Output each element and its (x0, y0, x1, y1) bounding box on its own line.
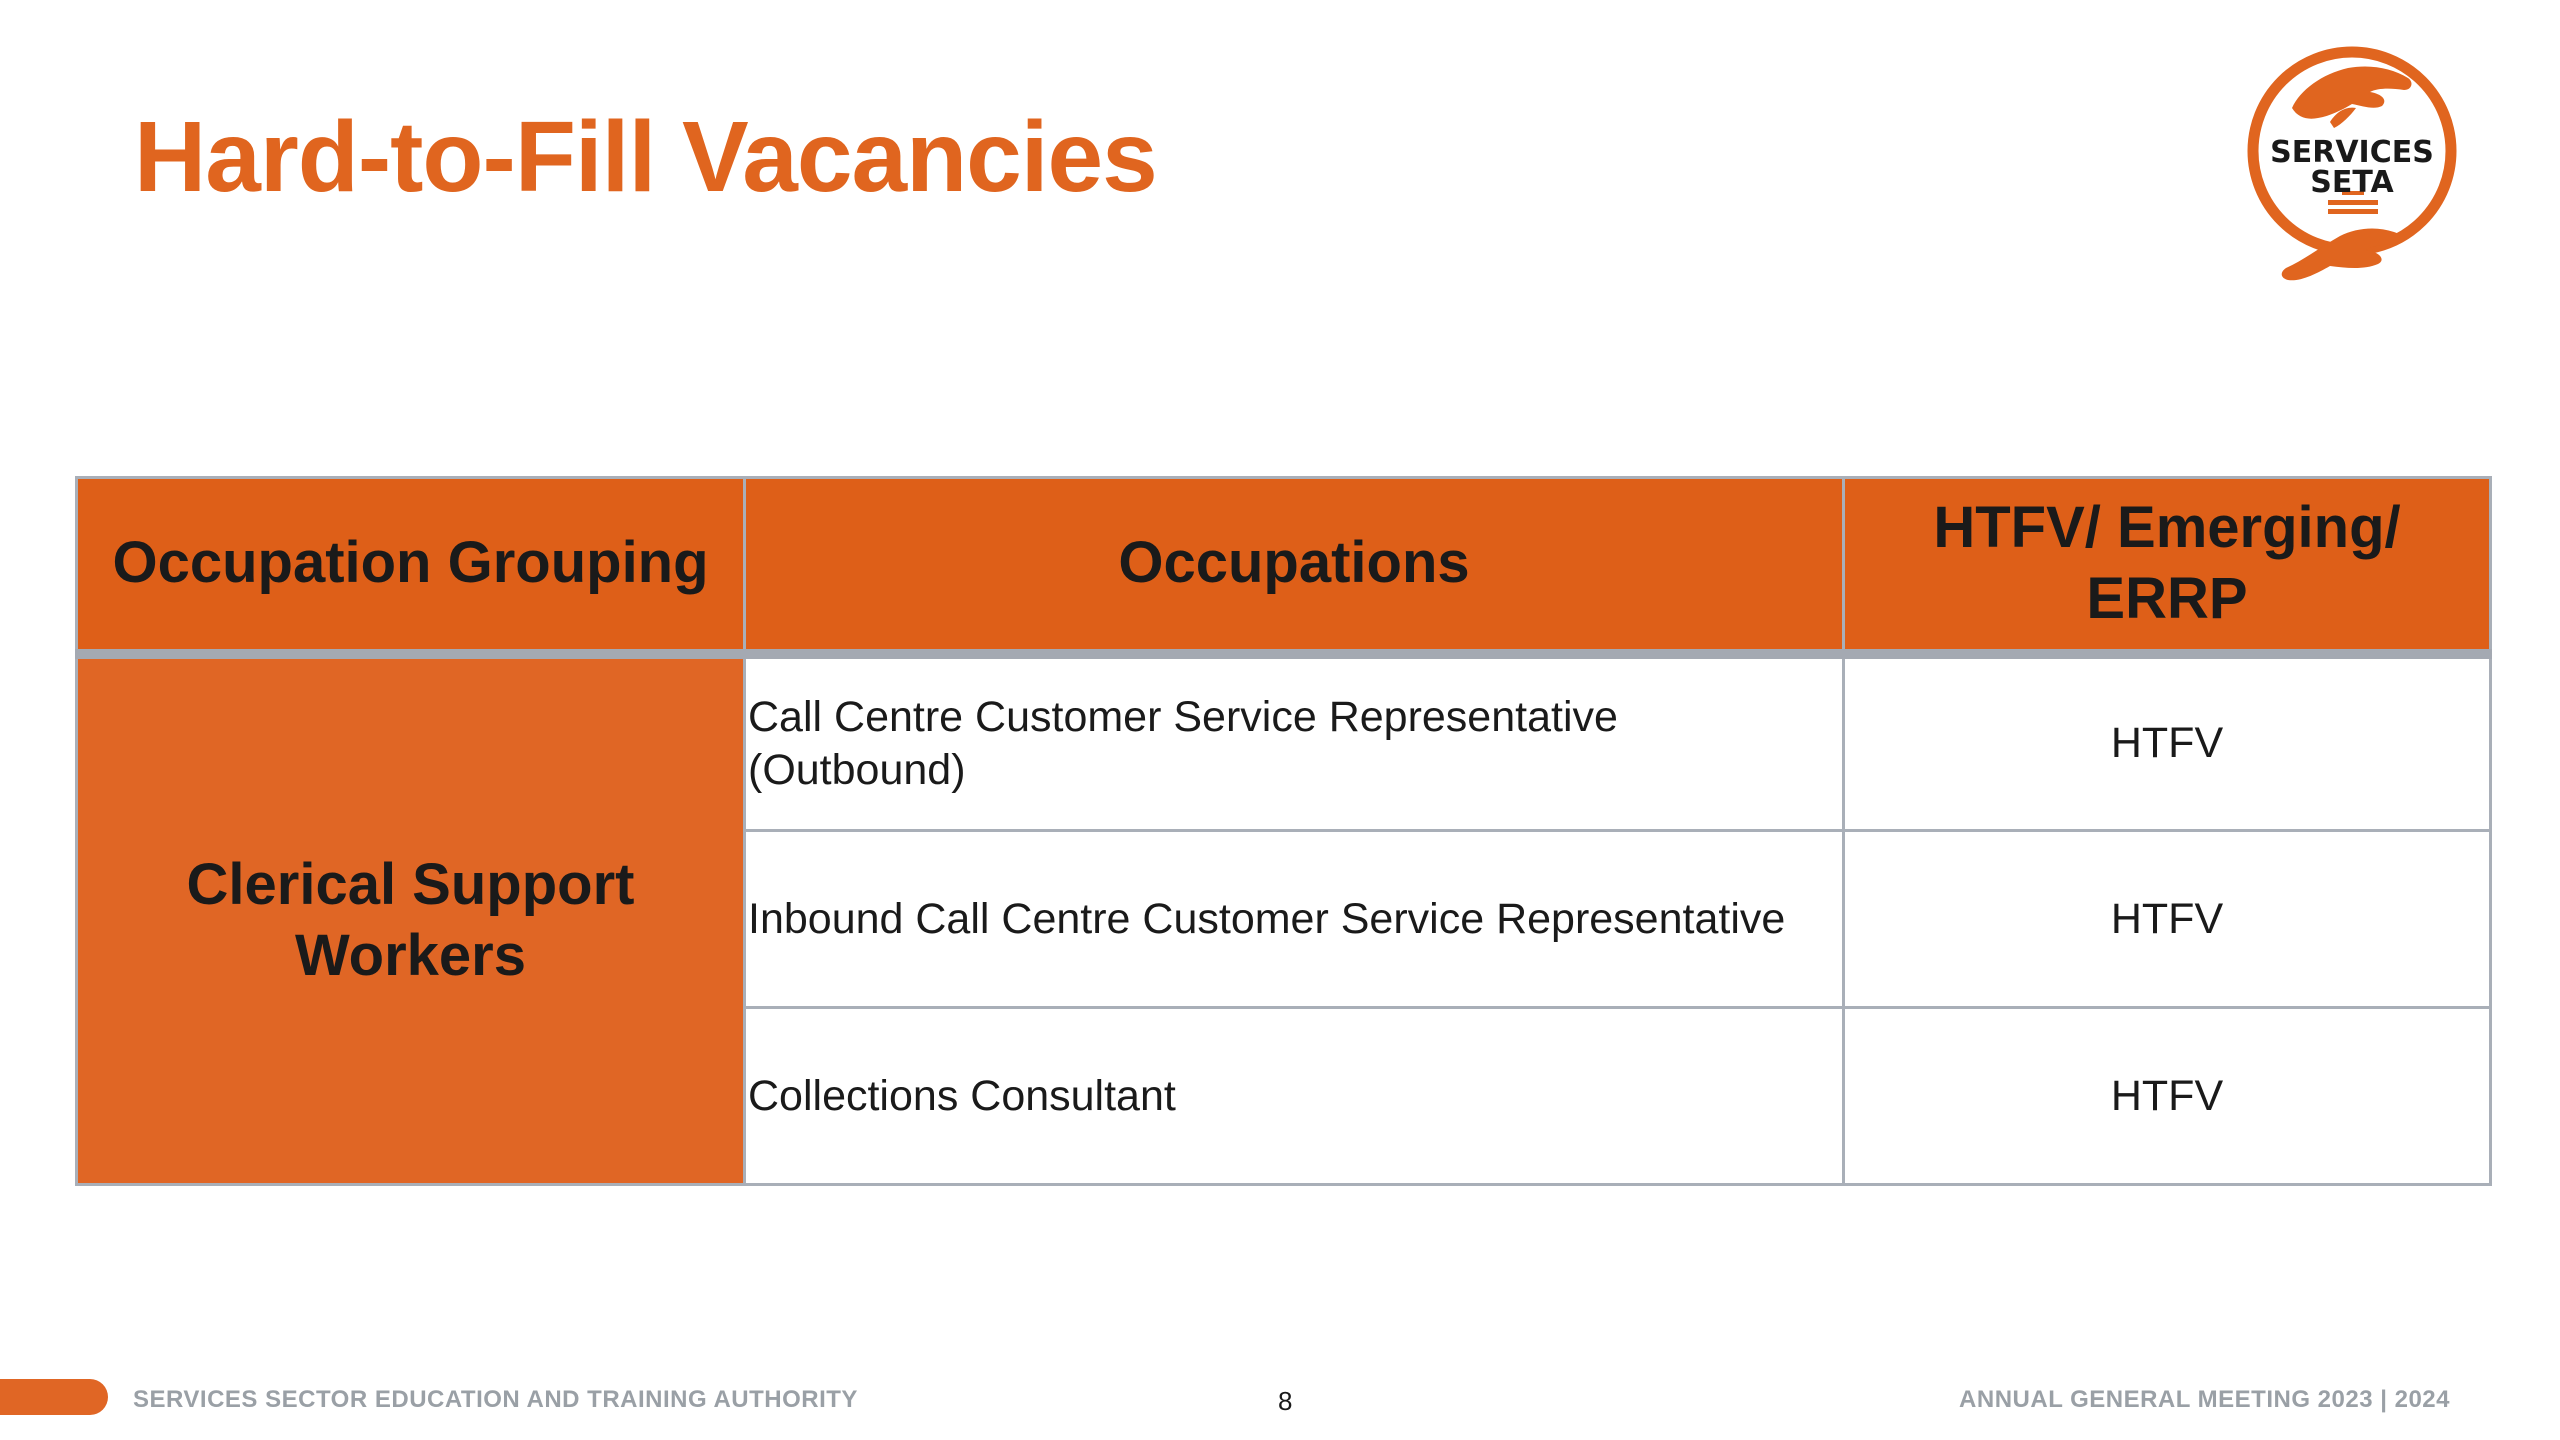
table-header-row (77, 478, 2491, 654)
page-number: 8 (1278, 1386, 1293, 1416)
group-cell: Clerical Support Workers (77, 654, 745, 1185)
type-cell: HTFV (1844, 1008, 2491, 1185)
type-cell: HTFV (1844, 831, 2491, 1008)
occupation-cell: Collections Consultant (745, 1008, 1844, 1185)
table-row (77, 654, 2491, 831)
logo-text-services: SERVICES (2270, 135, 2434, 170)
vacancies-table (75, 476, 2492, 1186)
footer-accent-bar (0, 1379, 108, 1415)
occupation-cell: Call Centre Customer Service Representative (Outbound) (745, 654, 1844, 831)
type-cell: HTFV (1844, 654, 2491, 831)
footer-organization: SERVICES SECTOR EDUCATION AND TRAINING AUTHORITY (133, 1386, 858, 1413)
footer-event: ANNUAL GENERAL MEETING 2023 | 2024 (1959, 1386, 2450, 1413)
header-occupation-grouping: Occupation Grouping (77, 478, 745, 654)
header-occupations: Occupations (745, 478, 1844, 654)
occupation-cell: Inbound Call Centre Customer Service Representative (745, 831, 1844, 1008)
slide-title: Hard-to-Fill Vacancies (134, 101, 1157, 213)
header-htfv-type: HTFV/ Emerging/ ERRP (1844, 478, 2491, 654)
services-seta-logo (2230, 38, 2470, 300)
hands-circle-logo-icon (2230, 38, 2470, 300)
logo-text-seta: SETA (2310, 165, 2394, 200)
